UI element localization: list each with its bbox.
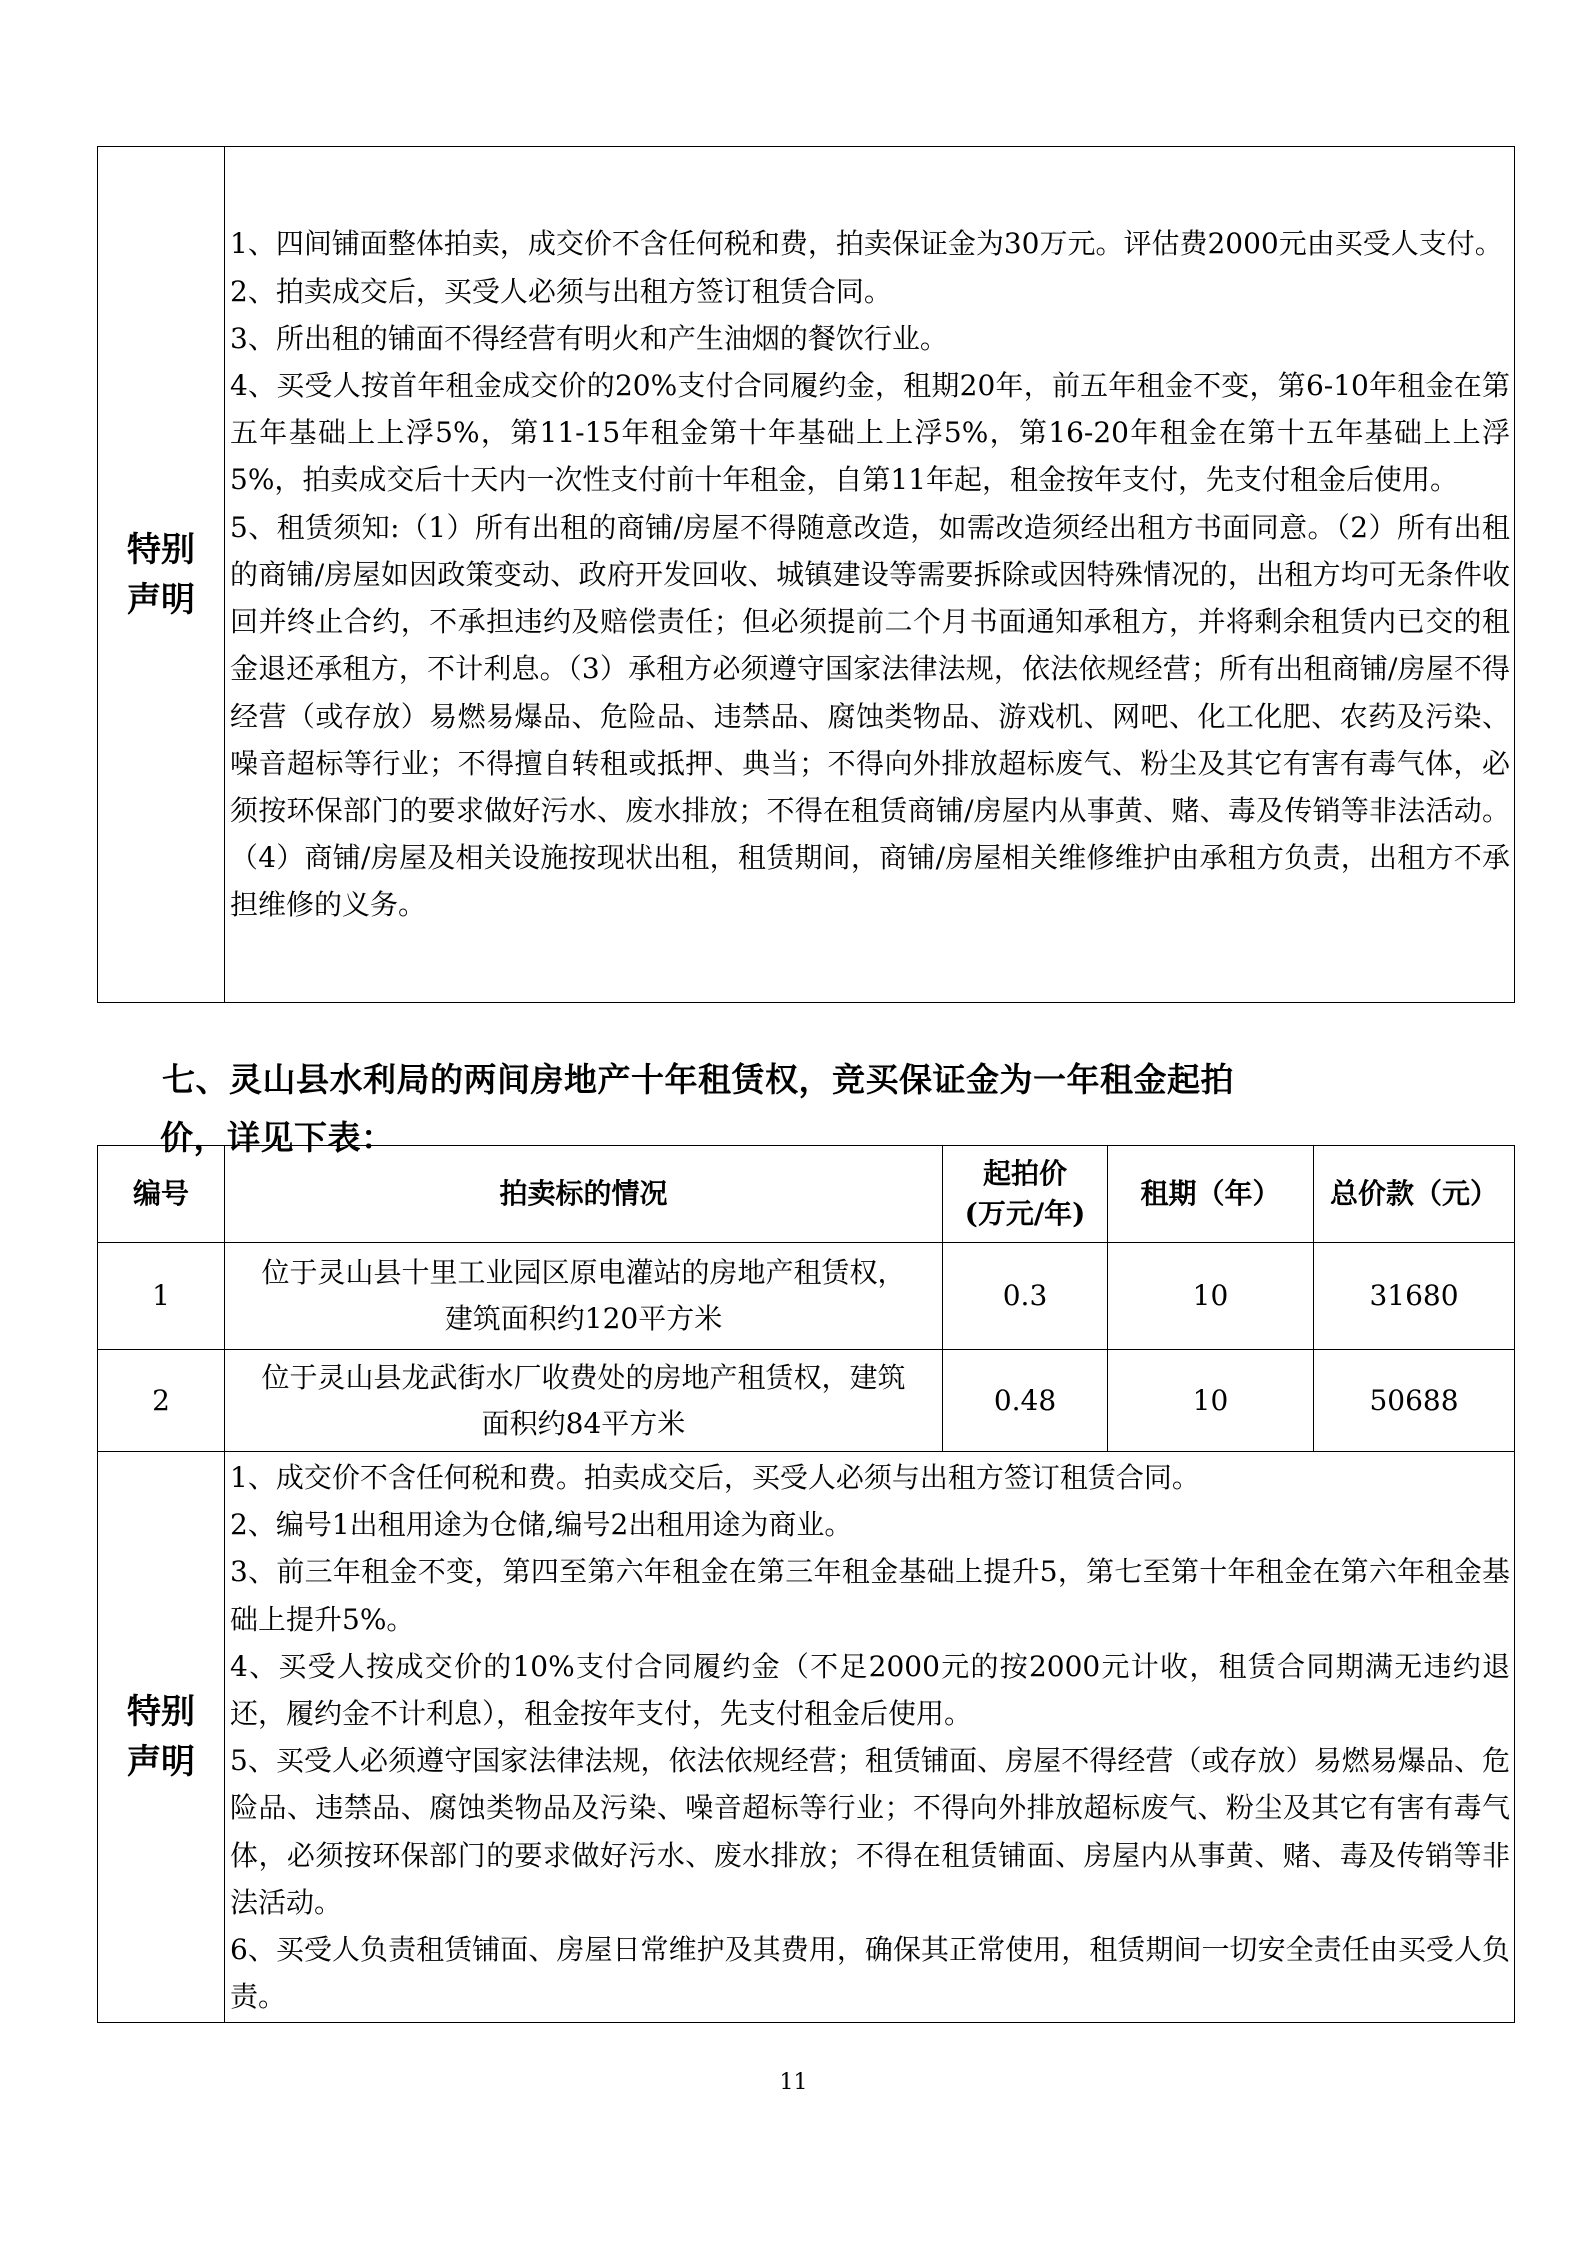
special-notes-body — [225, 1452, 1515, 2023]
cell-desc-line2: 面积约84平方米 — [481, 1406, 686, 1440]
table-row — [98, 1243, 1515, 1350]
note-item: 3、所出租的铺面不得经营有明火和产生油烟的餐饮行业。 — [230, 321, 948, 355]
special-notes-label-line1: 特别 — [127, 529, 195, 570]
note-item: 4、买受人按成交价的10%支付合同履约金（不足2000元的按2000元计收，租赁合同期满无违约退还，履约金不计利息），租金按年支付，先支付租金后使用。 — [230, 1649, 1510, 1731]
special-notes-label-line1: 特别 — [127, 1692, 195, 1733]
special-notes-label — [98, 147, 225, 1003]
cell-desc-line2: 建筑面积约120平方米 — [444, 1302, 723, 1335]
section7-heading-line2: 价，详见下表： — [160, 1118, 395, 1157]
cell-total: 50688 — [1314, 1350, 1515, 1452]
note-item: 1、成交价不含任何税和费。拍卖成交后，买受人必须与出租方签订租赁合同。 — [230, 1461, 1200, 1494]
special-notes-label-line2: 声明 — [127, 1742, 195, 1783]
note-item: 4、买受人按首年租金成交价的20%支付合同履约金，租期20年，前五年租金不变，第6-10年租金在第五年基础上上浮5%，第11-15年租金第十年基础上上浮5%，第16-20年租金在第十五年基础上上浮5%，拍卖成交后十天内一次性支付前十年租金，自第11年起，租金按年支付，先支付租金后使用。 — [230, 369, 1510, 497]
note-item: 2、拍卖成交后，买受人必须与出租方签订租赁合同。 — [230, 274, 892, 308]
note-item: 5、租赁须知:（1）所有出租的商铺/房屋不得随意改造，如需改造须经出租方书面同意。（2）所有出租的商铺/房屋如因政策变动、政府开发回收、城镇建设等需要拆除或因特殊情况的，出租方均可无条件收回并终止合约，不承担违约及赔偿责任；但必须提前二个月书面通知承租方，并将剩余租赁内已交的租金退还承租方，不计利息。（3）承租方必须遵守国家法律法规，依法依规经营；所有出租商铺/房屋不得经营（或存放）易燃易爆品、危险品、违禁品、腐蚀类物品、游戏机、网吧、化工化肥、农药及污染、噪音超标等行业；不得擅自转租或抵押、典当；不得向外排放超标废气、粉尘及其它有害有毒气体，必须按环保部门的要求做好污水、废水排放；不得在租赁商铺/房屋内从事黄、赌、毒及传销等非法活动。（4）商铺/房屋及相关设施按现状出租，租赁期间，商铺/房屋相关维修维护由承租方负责，出租方不承担维修的义务。 — [230, 510, 1510, 922]
table-row — [98, 1350, 1515, 1452]
header-desc: 拍卖标的情况 — [225, 1146, 943, 1243]
header-price-line1: 起拍价 — [982, 1157, 1067, 1190]
header-price — [943, 1146, 1108, 1243]
section7-heading-line1: 七、灵山县水利局的两间房地产十年租赁权，竞买保证金为一年租金起拍 — [162, 1060, 1234, 1099]
note-item: 6、买受人负责租赁铺面、房屋日常维护及其费用，确保其正常使用，租赁期间一切安全责任由买受人负责。 — [230, 1933, 1510, 2014]
cell-desc-line1: 位于灵山县龙武街水厂收费处的房地产租赁权，建筑 — [261, 1360, 906, 1394]
note-item: 1、四间铺面整体拍卖，成交价不含任何税和费，拍卖保证金为30万元。评估费2000元由买受人支付。 — [230, 227, 1503, 261]
header-term: 租期（年） — [1108, 1146, 1314, 1243]
header-no: 编号 — [98, 1146, 225, 1243]
cell-no: 2 — [98, 1350, 225, 1452]
special-notes-label-line2: 声明 — [127, 579, 195, 620]
cell-desc — [225, 1243, 943, 1350]
cell-term: 10 — [1108, 1350, 1314, 1452]
cell-price: 0.3 — [943, 1243, 1108, 1350]
note-item: 3、前三年租金不变，第四至第六年租金在第三年租金基础上提升5，第七至第十年租金在第六年租金基础上提升5%。 — [230, 1555, 1510, 1636]
note-item: 2、编号1出租用途为仓储,编号2出租用途为商业。 — [230, 1508, 853, 1542]
cell-term: 10 — [1108, 1243, 1314, 1350]
cell-desc — [225, 1350, 943, 1452]
special-notes-body — [225, 147, 1515, 1003]
cell-desc-line1: 位于灵山县十里工业园区原电灌站的房地产租赁权， — [261, 1256, 906, 1289]
header-price-line2: (万元/年) — [964, 1197, 1086, 1230]
special-notes-label — [98, 1452, 225, 2023]
cell-total: 31680 — [1314, 1243, 1515, 1350]
section7-lease-table — [97, 1145, 1515, 2023]
cell-no: 1 — [98, 1243, 225, 1350]
header-total: 总价款（元） — [1314, 1146, 1515, 1243]
section6-notes-table — [97, 146, 1515, 1003]
table-header-row — [98, 1146, 1515, 1243]
page-number: 11 — [779, 2070, 808, 2095]
table-notes-row — [98, 1452, 1515, 2023]
section7-heading — [162, 1054, 1522, 1106]
note-item: 5、买受人必须遵守国家法律法规，依法依规经营；租赁铺面、房屋不得经营（或存放）易燃易爆品、危险品、违禁品、腐蚀类物品及污染、噪音超标等行业；不得向外排放超标废气、粉尘及其它有害有毒气体，必须按环保部门的要求做好污水、废水排放；不得在租赁铺面、房屋内从事黄、赌、毒及传销等非法活动。 — [230, 1744, 1510, 1919]
cell-price: 0.48 — [943, 1350, 1108, 1452]
